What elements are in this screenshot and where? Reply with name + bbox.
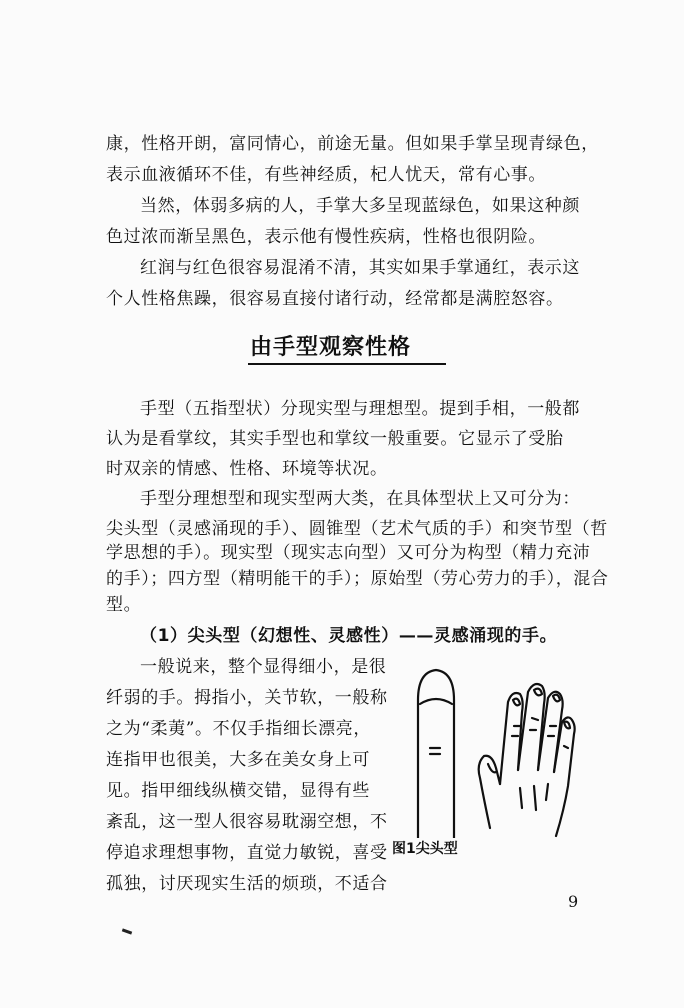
body-text-line: 手型分理想型和现实型两大类，在具体型状上又可分为： xyxy=(140,489,580,509)
body-text-line: 个人性格焦躁，很容易直接付诸行动，经常都是满腔怒容。 xyxy=(106,289,564,309)
section-title-underline xyxy=(248,363,446,365)
body-text-line: 时双亲的情感、性格、环境等状况。 xyxy=(106,459,388,479)
body-text-line: 停追求理想事物，直觉力敏锐，喜受 xyxy=(106,843,388,863)
body-text-line: 表示血液循环不佳，有些神经质，杞人忧天，常有心事。 xyxy=(106,165,546,185)
body-text-line: 认为是看掌纹，其实手型也和掌纹一般重要。它显示了受胎 xyxy=(106,429,564,449)
body-text-line: 的手）；四方型（精明能干的手）；原始型（劳心劳力的手），混合 xyxy=(106,569,609,589)
scan-speck xyxy=(122,928,132,934)
body-text-line: 手型（五指型状）分现实型与理想型。提到手相，一般都 xyxy=(140,399,580,419)
section-title: 由手型观察性格 xyxy=(250,335,412,360)
body-text-line: 孤独，讨厌现实生活的烦琐，不适合 xyxy=(106,874,388,894)
pointed-hand-illustration xyxy=(396,660,586,838)
body-text-line: 一般说来，整个显得细小，是很 xyxy=(140,657,387,677)
body-text-line: 连指甲也很美，大多在美女身上可 xyxy=(106,750,370,770)
body-text-line: 红润与红色很容易混淆不清，其实如果手掌通红，表示这 xyxy=(140,258,580,278)
body-text-line: 见。指甲细线纵横交错，显得有些 xyxy=(106,781,370,801)
figure-caption: 图1尖头型 xyxy=(392,841,458,857)
page-number: 9 xyxy=(568,892,579,911)
body-text-line: 紊乱，这一型人很容易耽溺空想，不 xyxy=(106,812,388,832)
body-text-line: 尖头型（灵感涌现的手）、圆锥型（艺术气质的手）和突节型（哲 xyxy=(106,519,608,539)
body-text-line: 型。 xyxy=(106,595,142,615)
body-text-line: 康，性格开朗，富同情心，前途无量。但如果手掌呈现青绿色， xyxy=(106,134,599,154)
body-text-line: 纤弱的手。拇指小，关节软，一般称 xyxy=(106,688,388,708)
body-text-line: 之为“柔荑”。不仅手指细长漂亮， xyxy=(106,719,371,739)
subsection-heading: （1）尖头型（幻想性、灵感性）——灵感涌现的手。 xyxy=(140,626,558,646)
body-text-line: 色过浓而渐呈黑色，表示他有慢性疾病，性格也很阴险。 xyxy=(106,227,546,247)
body-text-line: 学思想的手）。现实型（现实志向型）又可分为构型（精力充沛 xyxy=(106,543,591,563)
body-text-line: 当然，体弱多病的人，手掌大多呈现蓝绿色，如果这种颜 xyxy=(140,196,580,216)
